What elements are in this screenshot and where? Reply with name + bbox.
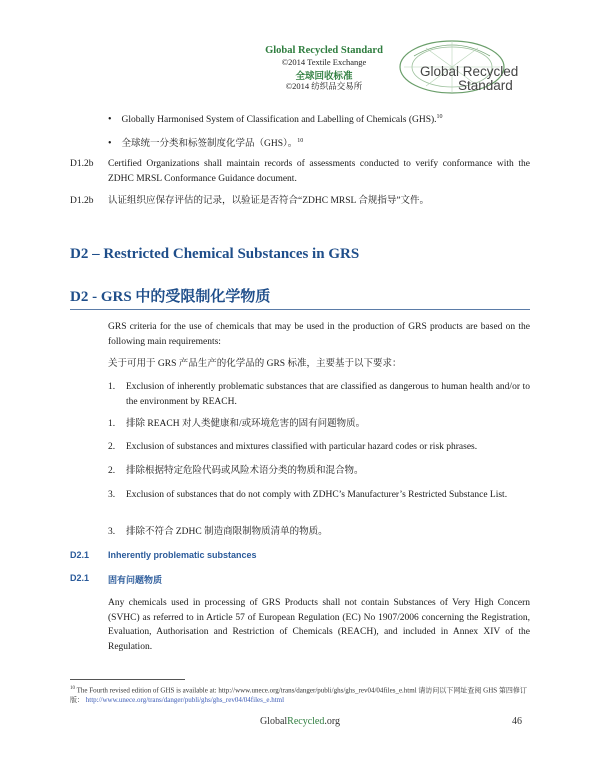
- subsection-body: Any chemicals used in processing of GRS Products shall not contain Substances of Very High Concern (SVHC) as referred to in Article 57 of European Regulation (EC) No 1907/2006 concerning the Registration, Evaluation, Authorisation and Restriction of Chemicals (REACH), and included in Annex XIV of the Regulation.: [108, 598, 530, 652]
- header-copyright-cn: ©2014 纺织品交易所: [285, 81, 363, 91]
- list-number: 2.: [108, 466, 116, 476]
- list-number: 3.: [108, 490, 116, 500]
- logo-text-line2: Standard: [458, 78, 513, 93]
- header-title-en: Global Recycled Standard: [265, 45, 383, 56]
- list-number: 2.: [108, 442, 116, 452]
- bullet-item: • Globally Harmonised System of Classification and Labelling of Chemicals (GHS).$^{10}$: [108, 114, 443, 126]
- subsection-number: D2.1: [70, 550, 90, 560]
- list-number: 1.: [108, 382, 116, 392]
- clause-number: D1.2b: [70, 159, 94, 169]
- logo-text-line1: Global Recycled: [420, 64, 519, 79]
- list-item: Exclusion of substances and mixtures classified with particular hazard codes or risk phrases.: [126, 442, 478, 452]
- clause-text: 认证组织应保存评估的记录，以验证是否符合“ZDHC MRSL 合规指导”文件。: [108, 196, 430, 206]
- subsection-title-en: Inherently problematic substances: [108, 550, 257, 560]
- subsection-number: D2.1: [70, 573, 90, 583]
- section-rule: [70, 309, 530, 310]
- list-number: 3.: [108, 527, 116, 537]
- clause-text: Certified Organizations shall maintain records of assessments conducted to verify conformance with the ZDHC MRSL Conformance Guidance document.: [108, 159, 530, 184]
- intro-text-cn: 关于可用于 GRS 产品生产的化学品的 GRS 标准，主要基于以下要求：: [108, 359, 402, 369]
- footnote: $^{10}$ The Fourth revised edition of GHS is available at: http://www.unece.org/trans/danger/publi/ghs/ghs_rev04/04files_e.html 请访问以下网址查阅 GHS 第四修订版： http://www.unece.org/trans/danger/publi/ghs/ghs_rev04/04files_e.html: [70, 686, 527, 705]
- footnote-link[interactable]: http://www.unece.org/trans/danger/publi/ghs/ghs_rev04/04files_e.html: [85, 696, 285, 705]
- footer-site[interactable]: GlobalRecycled.org: [259, 716, 341, 727]
- intro-text-en: GRS criteria for the use of chemicals that may be used in the production of GRS products are based on the following main requirements:: [108, 322, 530, 347]
- footnote-rule: [70, 679, 185, 680]
- section-heading-cn: D2 - GRS 中的受限制化学物质: [70, 289, 271, 305]
- clause-number: D1.2b: [70, 196, 94, 206]
- list-item: 排除根据特定危险代码或风险术语分类的物质和混合物。: [126, 466, 364, 476]
- bullet-item: • 全球统一分类和标签制度化学品（GHS）。$^{10}$: [108, 138, 304, 150]
- subsection-title-cn: 固有问题物质: [108, 575, 163, 585]
- page-number: 46: [512, 716, 522, 727]
- list-item: 排除不符合 ZDHC 制造商限制物质清单的物质。: [126, 527, 328, 537]
- list-item: Exclusion of inherently problematic substances that are classified as dangerous to human health and/or to the environment by REACH.: [126, 382, 530, 407]
- section-heading-en: D2 – Restricted Chemical Substances in GRS: [70, 246, 360, 262]
- list-number: 1.: [108, 419, 116, 429]
- header-copyright-en: ©2014 Textile Exchange: [281, 57, 367, 67]
- header-title-cn: 全球回收标准: [295, 72, 353, 82]
- list-item: 排除 REACH 对人类健康和/或环境危害的固有问题物质。: [126, 419, 366, 429]
- list-item: Exclusion of substances that do not comply with ZDHC’s Manufacturer’s Restricted Substance List.: [126, 490, 508, 500]
